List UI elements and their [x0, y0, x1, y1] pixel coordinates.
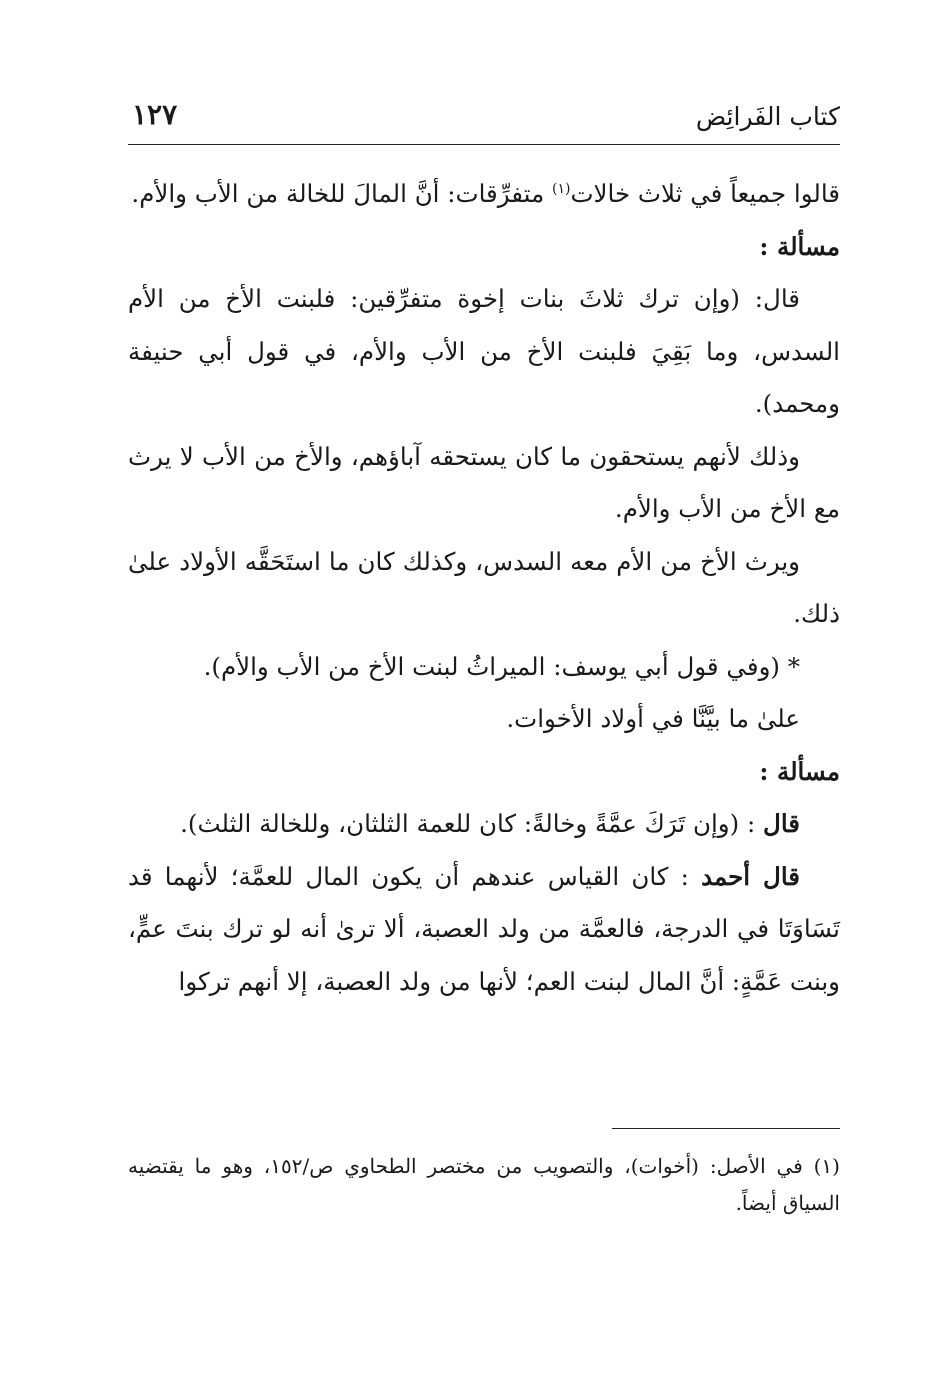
page-number: ١٢٧	[132, 98, 178, 131]
paragraph-6: علىٰ ما بيَّنَّا في أولاد الأخوات.	[506, 704, 800, 733]
section-heading-1: مسألة :	[759, 231, 840, 261]
main-text	[128, 168, 840, 1008]
paragraph-8-lead: قال أحمد	[701, 861, 800, 891]
paragraph-1	[128, 168, 840, 221]
paragraph-4: ويرث الأخ من الأم معه السدس، وكذلك كان ما استَحَقَّه الأولاد علىٰ ذلك.	[128, 546, 840, 628]
footnote-1: (١) في الأصل: (أخوات)، والتصويب من مختصر الطحاوي ص/١٥٢، وهو ما يقتضيه السياق أيضاً.	[128, 1154, 840, 1215]
section-heading-2: مسألة :	[759, 756, 840, 786]
footnote-marker: (١)	[552, 180, 571, 197]
paragraph-7-text: : (وإن تَرَكَ عمَّةً وخالةً: كان للعمة الثلثان، وللخالة الثلث).	[180, 809, 764, 838]
paragraph-1-start: قالوا جميعاً في ثلاث خالات	[570, 179, 840, 208]
paragraph-8-text: : كان القياس عندهم أن يكون المال للعمَّة؛ لأنهما قد تَسَاوَتَا في الدرجة، فالعمَّة من ولد العصبة، ألا ترىٰ أنه لو ترك بنتَ عمٍّ، وبنت عَمَّةٍ: أنَّ المال لبنت العم؛ لأنها من ولد العصبة، إلا أنهم تركوا	[128, 861, 840, 996]
paragraph-1-end: متفرِّقات: أنَّ المالَ للخالة من الأب والأم.	[131, 179, 552, 208]
footnote-divider	[612, 1128, 840, 1129]
paragraph-7	[128, 798, 840, 851]
paragraph-7-lead: قال	[763, 809, 800, 838]
paragraph-8	[128, 851, 840, 1009]
paragraph-3: وذلك لأنهم يستحقون ما كان يستحقه آباؤهم، والأخ من الأب لا يرث مع الأخ من الأب والأم.	[128, 441, 840, 523]
paragraph-2: قال: (وإن ترك ثلاثَ بنات إخوة متفرِّقين: فلبنت الأخ من الأم السدس، وما بَقِيَ فلبنت الأخ من الأب والأم، في قول أبي حنيفة ومحمد).	[128, 284, 840, 418]
paragraph-5: * (وفي قول أبي يوسف: الميراثُ لبنت الأخ من الأب والأم).	[203, 651, 800, 681]
page-header	[128, 96, 840, 145]
running-title: كتاب الفَرائِض	[695, 102, 840, 131]
